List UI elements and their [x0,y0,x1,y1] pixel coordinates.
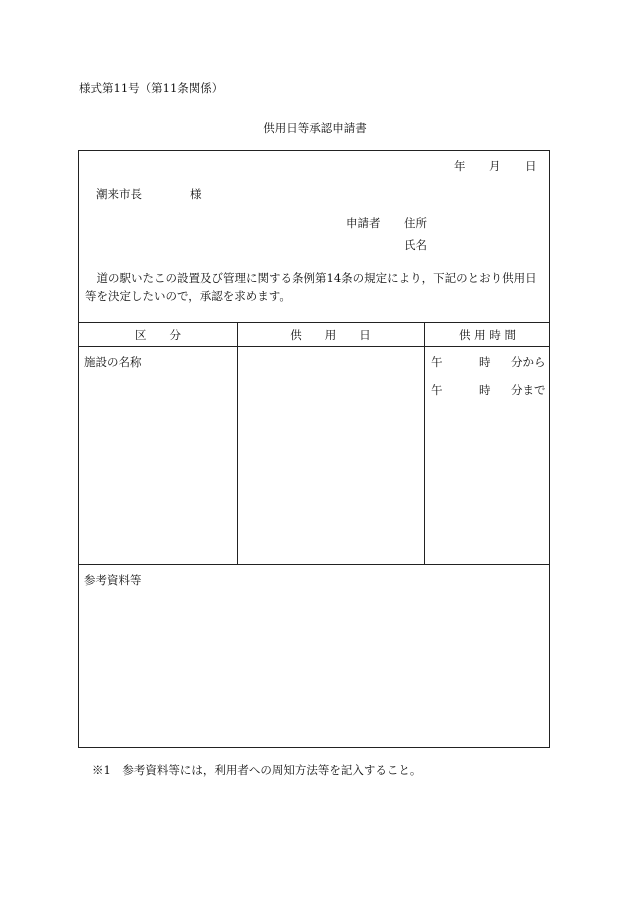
header-usage-date: 供 用 日 [290,328,371,342]
applicant-label: 申請者 [346,216,381,230]
applicant-address-label: 住所 [404,216,427,230]
date-year-label: 年 [454,159,466,173]
time-to-meridiem: 午 [431,383,443,397]
header-usage-time: 供 用 時 間 [459,328,516,342]
request-body-text: 道の駅いたこの設置及び管理に関する条例第14条の規定により，下記のとおり供用日等を決定したいので，承認を求めます。 [85,271,537,303]
document-title: 供用日等承認申請書 [263,121,367,135]
date-month-label: 月 [489,159,501,173]
time-from-minute: 分から [511,355,546,369]
time-from-meridiem: 午 [431,355,443,369]
time-to-hour: 時 [479,383,491,397]
date-day-label: 日 [525,159,537,173]
column-divider-2 [424,322,425,564]
application-form [78,150,550,748]
time-to-minute: 分まで [511,383,546,397]
header-category: 区 分 [135,328,181,342]
reference-section-border [79,564,549,565]
facility-name-label: 施設の名称 [84,355,142,369]
form-number: 様式第11号（第11条関係） [79,81,224,95]
addressee-honorific: 様 [190,187,202,201]
applicant-name-label: 氏名 [404,238,427,252]
addressee-name: 潮来市長 [96,187,142,201]
table-top-border [79,322,549,323]
table-header-border [79,346,549,347]
time-from-hour: 時 [479,355,491,369]
footnote: ※1 参考資料等には，利用者への周知方法等を記入すること。 [92,763,422,777]
reference-materials-label: 参考資料等 [84,573,142,587]
column-divider-1 [237,322,238,564]
